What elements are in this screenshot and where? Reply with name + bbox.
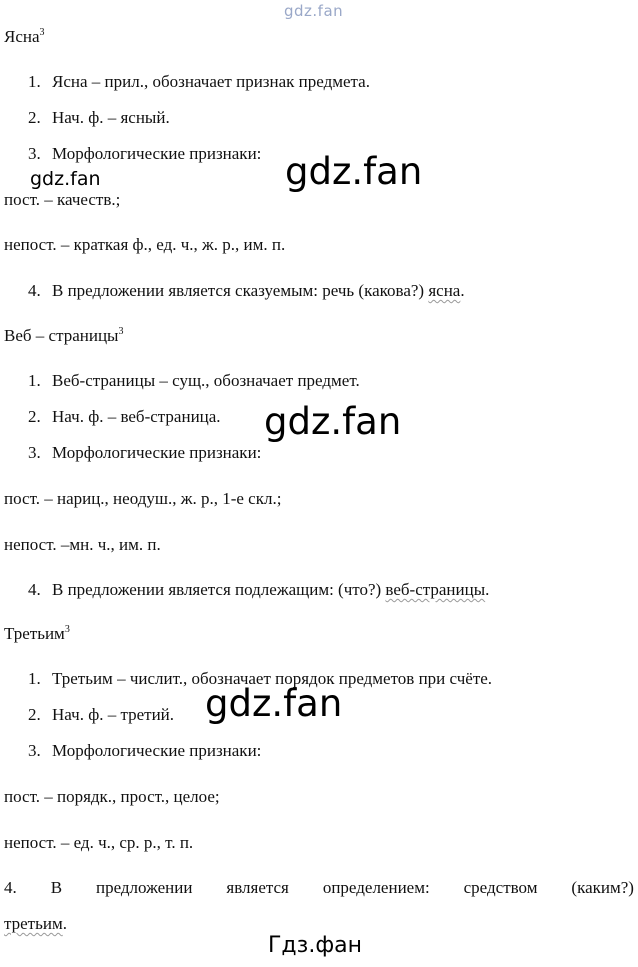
justified-word: 4. bbox=[4, 878, 17, 897]
item-number: 3. bbox=[28, 144, 41, 163]
variable-features: непост. –мн. ч., им. п. bbox=[4, 535, 161, 554]
item-number: 3. bbox=[28, 741, 41, 760]
constant-features: пост. – нариц., неодуш., ж. р., 1-е скл.; bbox=[4, 489, 282, 508]
item-text: Третьим – числит., обозначает порядок предметов при счёте. bbox=[52, 669, 493, 688]
watermark-large-3: gdz.fan bbox=[205, 682, 343, 725]
underlined-word: веб-страницы bbox=[385, 580, 486, 599]
justified-word: (каким?) bbox=[571, 878, 634, 897]
item-end: . bbox=[460, 281, 465, 300]
section-heading-tretim bbox=[4, 624, 70, 644]
item-text: В предложении является подлежащим: (что?) bbox=[52, 580, 386, 599]
list-item bbox=[28, 108, 170, 128]
list-item bbox=[28, 144, 261, 164]
watermark-top: gdz.fan bbox=[284, 2, 344, 20]
justified-word: является bbox=[226, 878, 289, 897]
justified-word: В bbox=[50, 878, 63, 897]
item-end: . bbox=[62, 914, 67, 933]
underlined-word: ясна bbox=[428, 281, 461, 300]
justified-word: предложении bbox=[95, 878, 193, 897]
list-item bbox=[28, 407, 221, 427]
item-number: 4. bbox=[28, 281, 41, 300]
item-number: 2. bbox=[28, 108, 41, 127]
item-text: Ясна – прил., обозначает признак предмета. bbox=[52, 72, 370, 91]
item-text: Морфологические признаки: bbox=[52, 144, 262, 163]
variable-features: непост. – ед. ч., ср. р., т. п. bbox=[4, 833, 194, 852]
item-number: 2. bbox=[28, 407, 41, 426]
variable-features: непост. – краткая ф., ед. ч., ж. р., им. п. bbox=[4, 235, 286, 254]
item-text: В предложении является сказуемым: речь (какова?) bbox=[52, 281, 429, 300]
constant-features: пост. – порядк., прост., целое; bbox=[4, 787, 220, 806]
section-heading-yasna bbox=[4, 27, 45, 47]
list-item-continuation bbox=[4, 914, 67, 934]
justified-word: определением: bbox=[322, 878, 430, 897]
item-text: Нач. ф. – ясный. bbox=[52, 108, 170, 127]
list-item bbox=[28, 72, 370, 92]
heading-footnote: 3 bbox=[39, 27, 45, 38]
list-item bbox=[28, 705, 174, 725]
list-item bbox=[28, 580, 489, 600]
list-item bbox=[28, 281, 465, 301]
heading-footnote: 3 bbox=[64, 624, 70, 635]
item-number: 4. bbox=[28, 580, 41, 599]
heading-footnote: 3 bbox=[118, 326, 124, 337]
item-number: 1. bbox=[28, 72, 41, 91]
section-heading-veb-stranitsy bbox=[4, 326, 123, 346]
watermark-large-2: gdz.fan bbox=[264, 400, 402, 443]
item-text: Морфологические признаки: bbox=[52, 443, 262, 462]
item-text: Веб-страницы – сущ., обозначает предмет. bbox=[52, 371, 360, 390]
list-item bbox=[28, 741, 261, 761]
list-item bbox=[28, 443, 261, 463]
item-text: Морфологические признаки: bbox=[52, 741, 262, 760]
item-text: Нач. ф. – третий. bbox=[52, 705, 175, 724]
heading-text: Ясна bbox=[4, 27, 40, 46]
watermark-footer: Гдз.фан bbox=[268, 933, 362, 958]
list-item bbox=[28, 371, 360, 391]
underlined-word: третьим bbox=[4, 914, 63, 933]
item-number: 2. bbox=[28, 705, 41, 724]
justified-word: средством bbox=[463, 878, 538, 897]
list-item bbox=[28, 669, 492, 689]
item-number: 3. bbox=[28, 443, 41, 462]
item-end: . bbox=[485, 580, 490, 599]
heading-text: Веб – страницы bbox=[4, 326, 119, 345]
list-item-justified bbox=[4, 878, 634, 898]
item-number: 1. bbox=[28, 669, 41, 688]
watermark-small: gdz.fan bbox=[30, 168, 101, 190]
item-text: Нач. ф. – веб-страница. bbox=[52, 407, 221, 426]
heading-text: Третьим bbox=[4, 624, 65, 643]
constant-features: пост. – качеств.; bbox=[4, 190, 121, 209]
item-number: 1. bbox=[28, 371, 41, 390]
watermark-large-1: gdz.fan bbox=[285, 150, 423, 193]
